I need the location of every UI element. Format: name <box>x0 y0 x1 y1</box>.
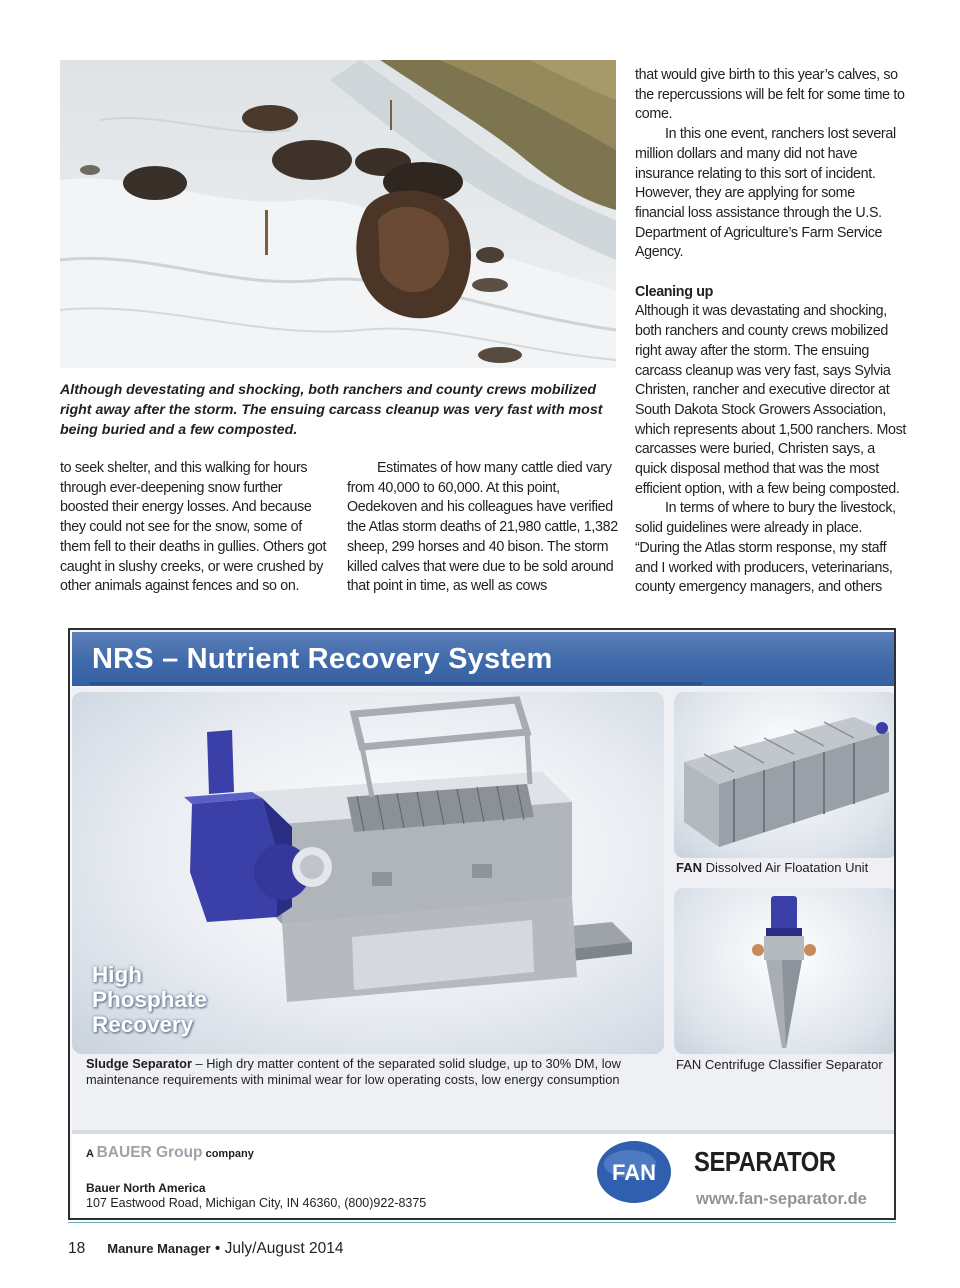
bauer-group-name: BAUER Group <box>96 1144 203 1161</box>
high-phosphate-recovery-label <box>92 962 207 1037</box>
centrifuge-label: FAN Centrifuge Classifier Separator <box>676 1057 883 1072</box>
paragraph: In this one event, ranchers lost several million dollars and many did not have insurance relating to this sort of incident. However, they are applying for some financial loss assistance through the U.S. Department of Agriculture’s Farm Service Agency. <box>635 126 896 261</box>
bauer-article: A <box>86 1148 94 1160</box>
floatation-unit-label <box>676 860 868 875</box>
paragraph: Estimates of how many cattle died vary from 40,000 to 60,000. At this point, Oedekoven and his colleagues have verified the Atlas storm deaths of 21,980 cattle, 1,382 sheep, 299 horses and 40 bison. The storm killed calves that were due to be sold around that point in time, as well as cows <box>347 460 618 595</box>
paragraph: that would give birth to this year’s calves, so the repercussions will be felt for some time to come. <box>635 67 905 123</box>
article-column-3 <box>635 66 907 598</box>
bauer-north-america: Bauer North America <box>86 1181 206 1195</box>
sludge-separator-panel <box>72 692 664 1054</box>
company-address: 107 Eastwood Road, Michigan City, IN 46360, (800)922-8375 <box>86 1196 427 1210</box>
paragraph: to seek shelter, and this walking for hours through ever-deepening snow further boosted their energy losses. And because they could not see for the snow, some of them fell to their deaths in gullies. Others got caught in slushy creeks, or were crushed by other animals against fences and so on. <box>60 460 327 595</box>
ad-title: NRS – Nutrient Recovery System <box>92 643 553 675</box>
photo-caption: Although devestating and shocking, both ranchers and county crews mobilized right away after the storm. The ensuing carcass cleanup was very fast with most being buried and a few composted. <box>60 382 603 438</box>
paragraph: In terms of where to bury the livestock, solid guidelines were already in place. “During the Atlas storm response, my staff and I worked with producers, veterinarians, county emergency managers, and others <box>635 500 896 596</box>
article-column-2 <box>347 459 619 597</box>
recovery-line: High <box>92 962 142 987</box>
subheading: Cleaning up <box>635 283 713 300</box>
issue-date: • July/August 2014 <box>210 1240 344 1257</box>
dissolved-air-floatation-panel <box>674 692 896 858</box>
ad-footer <box>72 1130 894 1220</box>
fan-logo-text: FAN <box>612 1160 656 1185</box>
product-name: Dissolved Air Floatation Unit <box>702 860 869 875</box>
page-footer <box>68 1240 344 1258</box>
footer-rule <box>68 1222 896 1223</box>
recovery-line: Recovery <box>92 1012 194 1037</box>
cattle-snow-photo <box>60 60 616 368</box>
bauer-company-word: company <box>205 1148 254 1160</box>
sludge-separator-description <box>86 1056 666 1088</box>
website-url: www.fan-separator.de <box>696 1190 867 1208</box>
brand-name: FAN <box>676 860 702 875</box>
paragraph: Although it was devastating and shocking, both ranchers and county crews mobilized right away after the storm. The ensuing carcass cleanup was very fast, says Sylvia Christen, rancher and executive director at South Dakota Stock Growers Association, which represents about 1,500 ranchers. Most carcasses were buried, Christen says, a quick disposal method that was the most efficient option, with a few being composted. <box>635 303 907 497</box>
recovery-line: Phosphate <box>92 987 208 1012</box>
centrifuge-icon <box>674 888 896 1054</box>
ad-body <box>72 688 894 1130</box>
fan-logo <box>596 1140 672 1204</box>
floatation-unit-icon <box>674 692 896 858</box>
advertisement <box>68 628 896 1220</box>
ad-header <box>72 632 894 686</box>
page-number: 18 <box>68 1240 86 1257</box>
header-stripe <box>90 682 702 685</box>
centrifuge-classifier-panel <box>674 888 896 1054</box>
magazine-name: Manure Manager <box>107 1241 211 1256</box>
separator-wordmark: SEPARATOR <box>694 1146 836 1177</box>
article-column-1 <box>60 459 332 597</box>
product-description: – High dry matter content of the separated solid sludge, up to 30% DM, low maintenance requirements with minimal wear for low operating costs, low energy consumption <box>86 1056 621 1087</box>
bauer-group-line <box>86 1144 254 1162</box>
product-name: Sludge Separator <box>86 1056 192 1071</box>
